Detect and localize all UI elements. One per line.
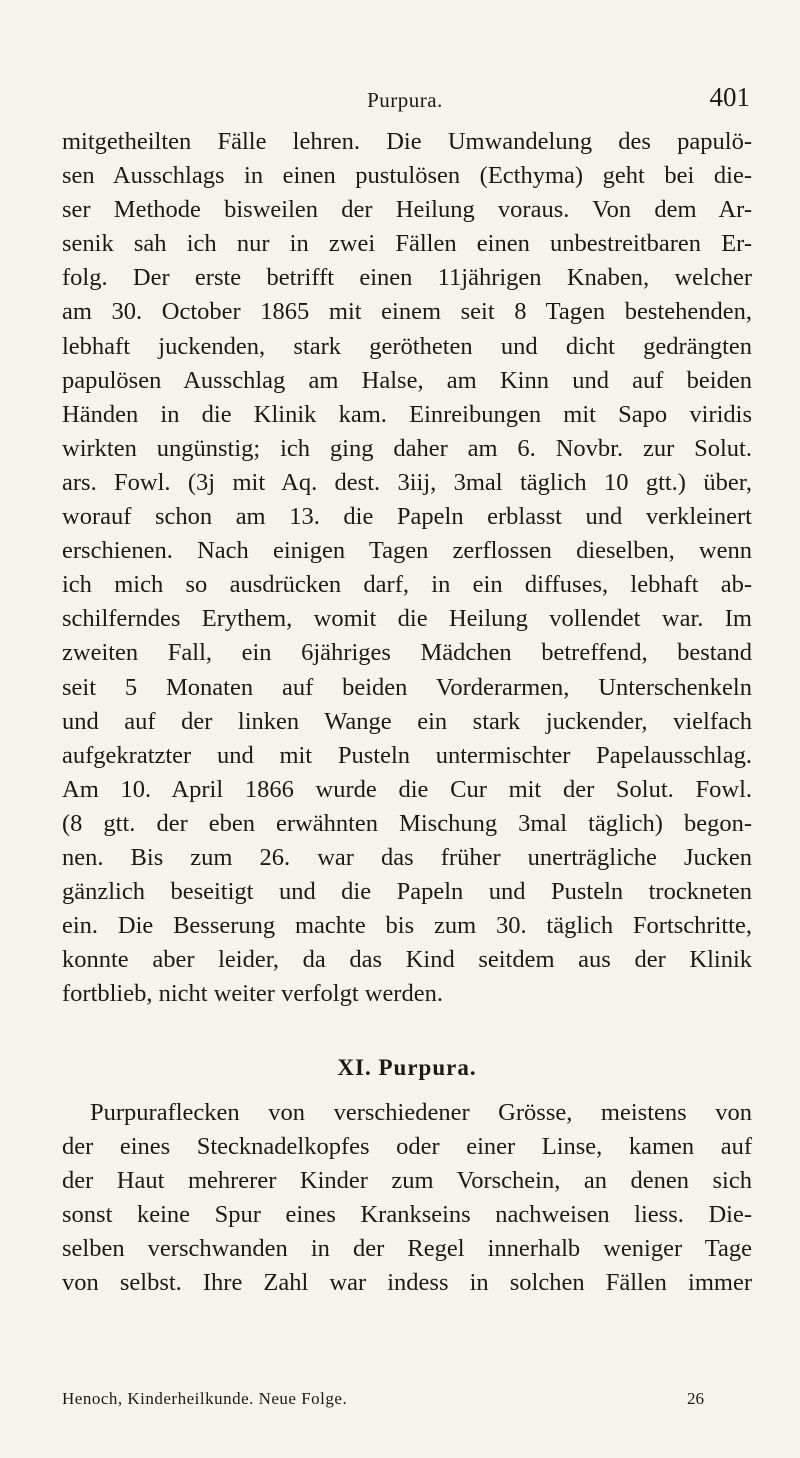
text-line: ser Methode bisweilen der Heilung voraus. Von dem Ar-: [62, 196, 752, 224]
paragraph-arsenic-cases: [62, 125, 752, 1011]
text-line: der Haut mehrerer Kinder zum Vorschein, an denen sich: [62, 1167, 752, 1195]
text-line: gänzlich beseitigt und die Papeln und Pusteln trockneten: [62, 878, 752, 906]
sheet-number: 26: [687, 1389, 704, 1408]
text-line: wirkten ungünstig; ich ging daher am 6. Novbr. zur Solut.: [62, 434, 752, 462]
text-line: senik sah ich nur in zwei Fällen einen unbestreitbaren Er-: [62, 230, 752, 258]
text-line: Am 10. April 1866 wurde die Cur mit der Solut. Fowl.: [62, 775, 752, 803]
text-line: erschienen. Nach einigen Tagen zerflossen dieselben, wenn: [62, 537, 752, 565]
text-line: zweiten Fall, ein 6jähriges Mädchen betreffend, bestand: [62, 639, 752, 667]
text-line: sonst keine Spur eines Krankseins nachweisen liess. Die-: [62, 1201, 752, 1229]
running-title: Purpura.: [367, 88, 443, 112]
text-line: lebhaft juckenden, stark gerötheten und dicht gedrängten: [62, 332, 752, 360]
text-line: von selbst. Ihre Zahl war indess in solchen Fällen immer: [62, 1269, 752, 1297]
text-line: selben verschwanden in der Regel innerhalb weniger Tage: [62, 1235, 752, 1263]
text-line: schilferndes Erythem, womit die Heilung vollendet war. Im: [62, 605, 752, 633]
text-line: ein. Die Besserung machte bis zum 30. täglich Fortschritte,: [62, 912, 752, 940]
paragraph-purpura: [62, 1096, 752, 1301]
text-line: mitgetheilten Fälle lehren. Die Umwandelung des papulö-: [62, 128, 752, 155]
text-line: seit 5 Monaten auf beiden Vorderarmen, Unterschenkeln: [62, 673, 752, 701]
page-footer: [62, 1389, 752, 1415]
text-line: papulösen Ausschlag am Halse, am Kinn und auf beiden: [62, 366, 752, 394]
text-line: (8 gtt. der eben erwähnten Mischung 3mal täglich) begon-: [62, 809, 752, 837]
text-line: worauf schon am 13. die Papeln erblasst und verkleinert: [62, 503, 752, 531]
text-line: aufgekratzter und mit Pusteln untermischter Papelausschlag.: [62, 741, 752, 769]
page-number: 401: [709, 82, 750, 112]
text-line: Händen in die Klinik kam. Einreibungen mit Sapo viridis: [62, 400, 752, 428]
text-line: konnte aber leider, da das Kind seitdem aus der Klinik: [62, 946, 752, 974]
text-line: und auf der linken Wange ein stark juckender, vielfach: [62, 707, 752, 735]
text-line: der eines Stecknadelkopfes oder einer Linse, kamen auf: [62, 1133, 752, 1161]
text-line: ich mich so ausdrücken darf, in ein diffuses, lebhaft ab-: [62, 571, 752, 599]
text-line: am 30. October 1865 mit einem seit 8 Tagen bestehenden,: [62, 298, 752, 326]
running-head: [60, 82, 750, 118]
text-line: sen Ausschlags in einen pustulösen (Ecthyma) geht bei die-: [62, 162, 752, 190]
footer-signature: Henoch, Kinderheilkunde. Neue Folge.: [62, 1389, 348, 1408]
text-line: ars. Fowl. (3j mit Aq. dest. 3iij, 3mal täglich 10 gtt.) über,: [62, 468, 752, 496]
text-line: fortblieb, nicht weiter verfolgt werden.: [62, 980, 443, 1008]
text-line: Purpuraflecken von verschiedener Grösse, meistens von: [90, 1099, 752, 1126]
text-line: nen. Bis zum 26. war das früher unerträgliche Jucken: [62, 843, 752, 871]
section-heading: XI. Purpura.: [337, 1055, 477, 1080]
text-line: folg. Der erste betrifft einen 11jährigen Knaben, welcher: [62, 264, 752, 292]
